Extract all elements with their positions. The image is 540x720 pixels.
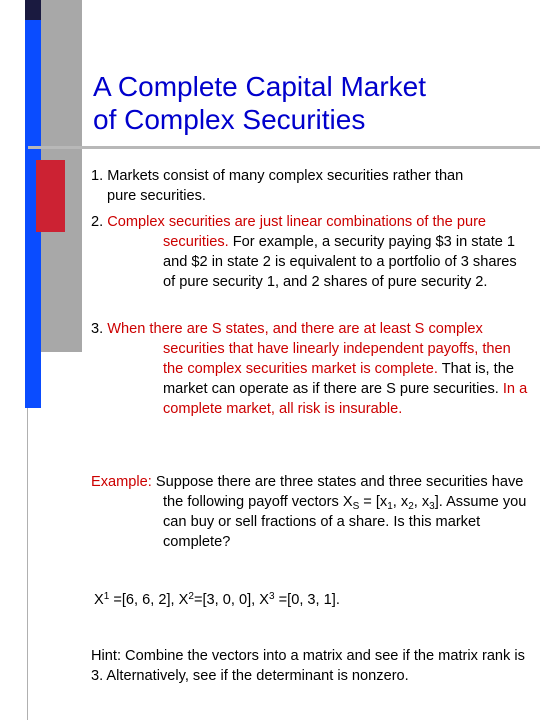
example-sub-s: S bbox=[352, 501, 360, 512]
thin-vertical-line bbox=[27, 408, 28, 720]
paragraph-1-line-1: 1. Markets consist of many complex securities rather than bbox=[91, 168, 464, 184]
paragraph-3-red-text: When there are S states, and there are at least S complex securities that have linearly independent payoffs, then the complex securities market is complete. bbox=[107, 321, 511, 377]
gray-vertical-bar-bottom bbox=[65, 160, 82, 352]
vector-2-sup: 2 bbox=[188, 591, 194, 602]
paragraph-3-text bbox=[91, 319, 531, 419]
example-sub-2: 2 bbox=[408, 501, 414, 512]
paragraph-3-body: That is, the market can operate as if there are S pure securities. bbox=[163, 361, 514, 397]
paragraph-1 bbox=[91, 166, 531, 206]
example-text bbox=[91, 472, 531, 552]
vector-1-sup: 1 bbox=[103, 591, 110, 602]
title-underline bbox=[28, 146, 540, 149]
title-line-1: A Complete Capital Market bbox=[93, 71, 427, 102]
example-eq: = [x bbox=[359, 494, 388, 510]
paragraph-3 bbox=[91, 319, 531, 419]
paragraph-1-line-2: pure securities. bbox=[107, 188, 206, 204]
title-line-2: of Complex Securities bbox=[93, 104, 366, 135]
paragraph-2-text bbox=[91, 212, 531, 292]
dark-vertical-bar bbox=[25, 0, 41, 20]
vector-1-value: =[6, 6, 2], X bbox=[109, 592, 189, 608]
example-label: Example: bbox=[91, 474, 152, 490]
example-body: Suppose there are three states and three securities have the following payoff vectors X bbox=[151, 474, 524, 510]
payoff-vectors bbox=[94, 590, 534, 610]
vector-x-label: X bbox=[94, 592, 104, 608]
example-comma-1: , x bbox=[392, 494, 409, 510]
paragraph-3-number: 3. bbox=[91, 321, 108, 337]
example-sub-3: 3 bbox=[429, 501, 435, 512]
paragraph-2 bbox=[91, 212, 531, 292]
paragraph-3-red-text-2: In a complete market, all risk is insurable. bbox=[163, 381, 528, 417]
slide-title bbox=[93, 70, 533, 136]
example-end: ]. Assume you can buy or sell fractions of a share. Is this market complete? bbox=[163, 494, 527, 550]
gray-vertical-bar-top bbox=[41, 0, 82, 160]
vector-2-value: =[3, 0, 0], X bbox=[193, 592, 270, 608]
red-block bbox=[36, 160, 65, 232]
example-comma-2: , x bbox=[413, 494, 430, 510]
example-sub-1: 1 bbox=[387, 501, 393, 512]
vector-3-sup: 3 bbox=[269, 591, 275, 602]
paragraph-2-red-text: Complex securities are just linear combinations of the pure securities. bbox=[107, 214, 487, 250]
paragraph-2-body: For example, a security paying $3 in state 1 and $2 in state 2 is equivalent to a portfolio of 3 shares of pure security 1, and 2 shares of pure security 2. bbox=[163, 234, 517, 290]
gray-vertical-bar-mid bbox=[41, 232, 65, 352]
paragraph-2-number: 2. bbox=[91, 214, 108, 230]
hint-text: Hint: Combine the vectors into a matrix and see if the matrix rank is 3. Alternatively, see if the determinant is nonzero. bbox=[91, 648, 525, 684]
example-paragraph bbox=[91, 472, 531, 552]
vector-3-value: =[0, 3, 1]. bbox=[274, 592, 340, 608]
